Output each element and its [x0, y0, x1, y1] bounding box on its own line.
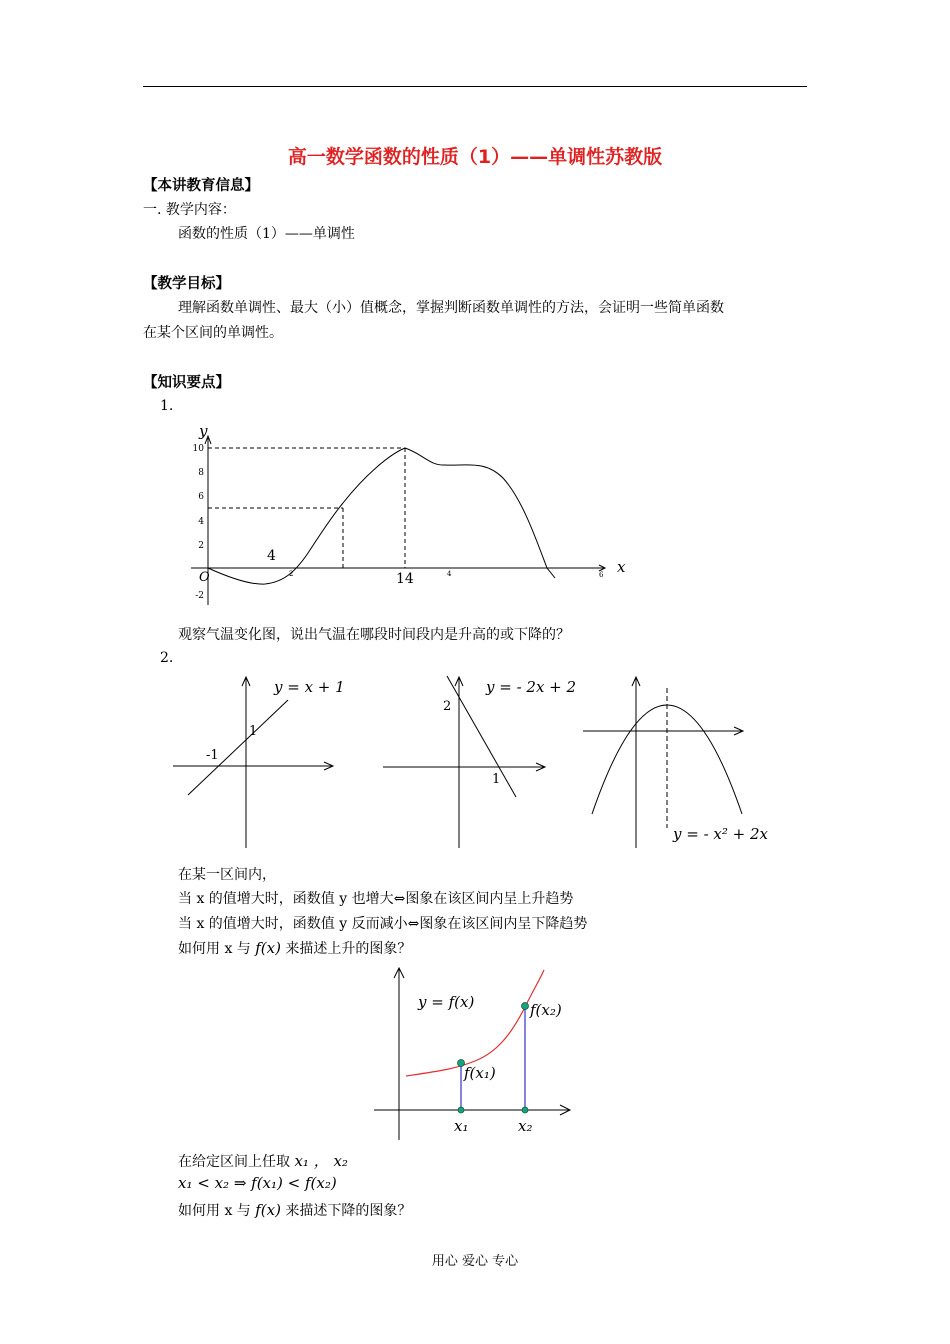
y-tick-4: 4: [198, 517, 204, 527]
x1-label: x₁: [454, 1117, 469, 1135]
page-footer: 用心 爱心 专心: [431, 1254, 519, 1269]
y-tick-minus-2: -2: [195, 591, 204, 601]
para-7-prefix: 如何用 x 与: [178, 1203, 251, 1219]
annotation-4: 4: [267, 548, 276, 564]
label-1: 1: [492, 772, 501, 787]
item-1-number: 1.: [160, 398, 174, 414]
para-4-prefix: 如何用 x 与: [178, 941, 251, 957]
x-small-tick-4: 4: [447, 570, 452, 578]
x-axis-label: x: [617, 558, 626, 576]
para-1: 在某一区间内，: [178, 867, 276, 883]
item-2-number: 2.: [160, 650, 174, 666]
fx-label: y = f(x): [418, 993, 475, 1011]
para-6-inequality: x₁ < x₂ ⇒ f(x₁) < f(x₂): [178, 1174, 337, 1192]
y-tick-2: 2: [198, 541, 204, 551]
para-7-fx: f(x): [255, 1201, 281, 1219]
header-rule: [143, 86, 807, 87]
label-2: 2: [443, 699, 452, 714]
goal-line-1: 理解函数单调性、最大（小）值概念，掌握判断函数单调性的方法，会证明一些简单函数: [178, 300, 724, 316]
graph-linear-decreasing: [380, 672, 580, 852]
item-1-question: 观察气温变化图，说出气温在哪段时间段内是升高的或下降的？: [178, 627, 570, 643]
points-heading: 【知识要点】: [143, 375, 230, 391]
function-curve: [406, 970, 544, 1076]
y-tick-6: 6: [198, 492, 204, 502]
content-text: 函数的性质（1）——单调性: [178, 226, 355, 242]
point-f-x2: [522, 1003, 529, 1010]
label-1: 1: [249, 724, 258, 739]
equation-label: y = x + 1: [274, 678, 345, 696]
point-x1: [458, 1107, 464, 1113]
x-small-tick-6: 6: [599, 571, 604, 579]
x-small-tick-2: 2: [289, 570, 294, 578]
para-2: 当 x 的值增大时，函数值 y 也增大⇔图象在该区间内呈上升趋势: [178, 891, 574, 907]
label-minus-1: -1: [206, 748, 219, 763]
para-5-vars: x₁ ， x₂: [294, 1152, 348, 1170]
para-4: [178, 938, 411, 958]
f-x2-label: f(x₂): [530, 1001, 562, 1019]
para-5: [178, 1150, 348, 1171]
content-label: 一. 教学内容：: [143, 202, 236, 218]
goal-line-2: 在某个区间的单调性。: [143, 325, 283, 341]
f-x1-label: f(x₁): [464, 1064, 496, 1082]
para-4-fx: f(x): [255, 939, 281, 957]
increasing-function-graph: [370, 965, 580, 1145]
para-4-suffix: 来描述上升的图象？: [285, 941, 412, 957]
temperature-graph: [185, 420, 645, 620]
para-3: 当 x 的值增大时，函数值 y 反而减小⇔图象在该区间内呈下降趋势: [178, 916, 588, 932]
y-axis-label: y: [199, 422, 208, 440]
equation-label: y = - x² + 2x: [673, 825, 768, 843]
para-7: [178, 1200, 411, 1220]
point-x2: [522, 1107, 528, 1113]
equation-label: y = - 2x + 2: [486, 678, 577, 696]
temperature-curve: [208, 448, 555, 584]
x2-label: x₂: [518, 1117, 533, 1135]
origin-label: O: [199, 570, 210, 585]
graph-linear-increasing: [170, 672, 350, 852]
section-info-heading: 【本讲教育信息】: [143, 178, 259, 194]
graph-parabola: [580, 672, 780, 852]
y-tick-8: 8: [198, 468, 204, 478]
goal-heading: 【教学目标】: [143, 276, 230, 292]
annotation-14: 14: [396, 571, 414, 587]
page-title: 高一数学函数的性质（1）——单调性苏教版: [287, 146, 663, 168]
y-tick-10: 10: [192, 444, 204, 454]
para-7-suffix: 来描述下降的图象？: [285, 1203, 412, 1219]
line-y-equals-x-plus-1: [188, 700, 288, 795]
para-5-prefix: 在给定区间上任取: [178, 1154, 290, 1170]
